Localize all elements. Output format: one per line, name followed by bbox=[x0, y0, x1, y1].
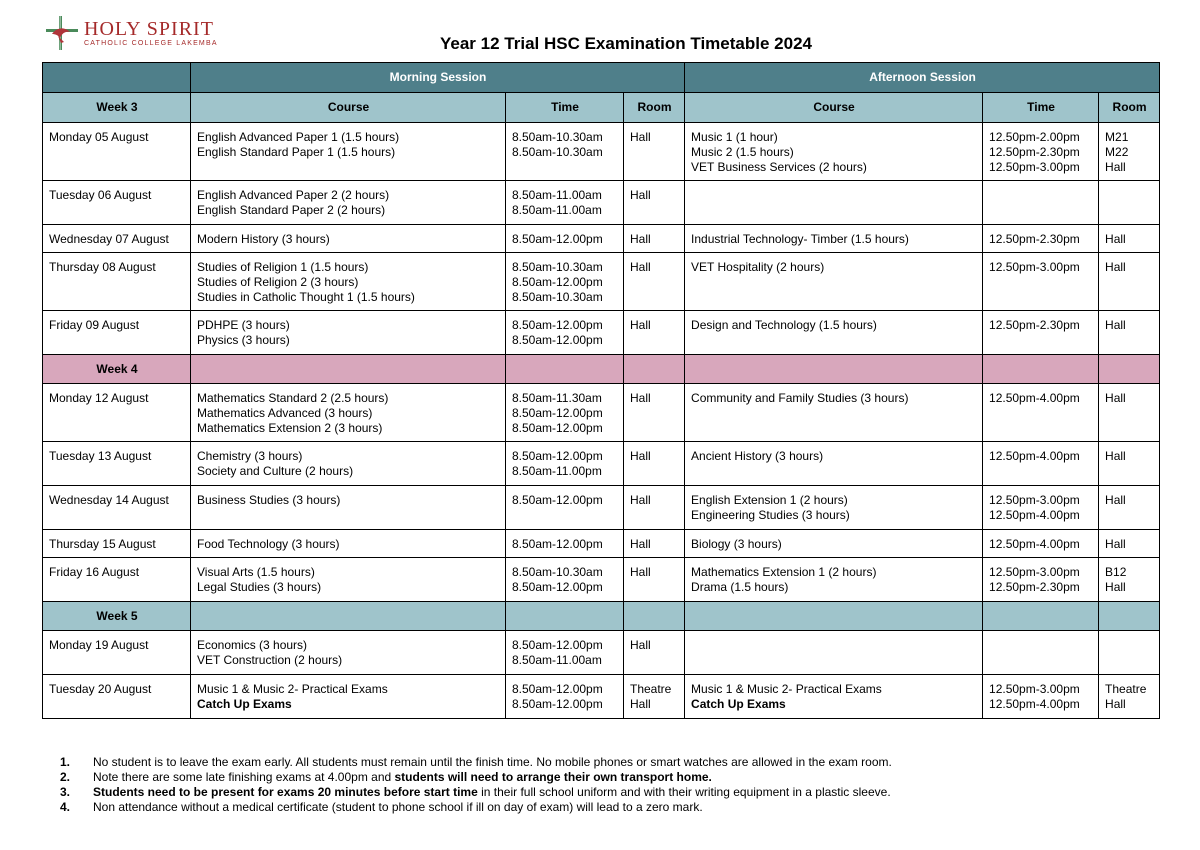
pm-time-cell-line: 12.50pm-4.00pm bbox=[989, 697, 1080, 711]
table-row bbox=[43, 558, 1160, 602]
pm-course-cell bbox=[685, 675, 983, 719]
am-room-cell-line: Hall bbox=[630, 130, 651, 144]
am-time-cell bbox=[506, 123, 624, 181]
pm-course-cell-line: Mathematics Extension 1 (2 hours) bbox=[691, 565, 877, 579]
pm-room-cell-line: B12 bbox=[1105, 565, 1127, 579]
am-course-cell bbox=[191, 558, 506, 602]
am-room-cell-line: Hall bbox=[630, 318, 651, 332]
am-course-cell bbox=[191, 311, 506, 355]
logo-name: HOLY SPIRIT bbox=[84, 18, 214, 40]
week-5-row bbox=[43, 602, 1160, 631]
note-number: 4. bbox=[60, 800, 71, 814]
am-room-cell bbox=[624, 631, 685, 675]
pm-time-cell-line: 12.50pm-2.30pm bbox=[989, 318, 1080, 332]
session-header-row bbox=[43, 63, 1160, 93]
note-item bbox=[60, 800, 892, 815]
empty-cell bbox=[506, 355, 624, 384]
am-room-cell bbox=[624, 123, 685, 181]
am-time-cell-line: 8.50am-12.00pm bbox=[512, 580, 603, 594]
pm-time-cell-line: 12.50pm-4.00pm bbox=[989, 391, 1080, 405]
am-time-cell-line: 8.50am-10.30am bbox=[512, 260, 603, 274]
table-row bbox=[43, 530, 1160, 558]
am-time-cell-line: 8.50am-10.30am bbox=[512, 565, 603, 579]
week-4-row-label: Week 4 bbox=[43, 355, 191, 384]
day-cell: Wednesday 07 August bbox=[43, 225, 191, 253]
pm-room-cell-line: Hall bbox=[1105, 160, 1126, 174]
am-course-cell bbox=[191, 181, 506, 225]
pm-room-cell bbox=[1099, 181, 1160, 225]
am-room-cell-line: Hall bbox=[630, 232, 651, 246]
pm-course-cell-line: Music 1 & Music 2- Practical Exams bbox=[691, 682, 882, 696]
am-time-cell bbox=[506, 442, 624, 486]
pm-time-cell-line: 12.50pm-3.00pm bbox=[989, 493, 1080, 507]
day-cell: Tuesday 20 August bbox=[43, 675, 191, 719]
pm-course-cell-line: Design and Technology (1.5 hours) bbox=[691, 318, 877, 332]
am-room-cell bbox=[624, 225, 685, 253]
am-time-cell bbox=[506, 311, 624, 355]
am-room-cell-line: Hall bbox=[630, 537, 651, 551]
day-cell: Monday 12 August bbox=[43, 384, 191, 442]
am-course-cell-line: Visual Arts (1.5 hours) bbox=[197, 565, 315, 579]
note-number: 3. bbox=[60, 785, 71, 799]
am-room-cell-line: Hall bbox=[630, 188, 651, 202]
am-room-cell bbox=[624, 384, 685, 442]
am-course-cell-line: Legal Studies (3 hours) bbox=[197, 580, 322, 594]
pm-course-cell bbox=[685, 442, 983, 486]
am-time-cell bbox=[506, 384, 624, 442]
table-row bbox=[43, 123, 1160, 181]
empty-cell bbox=[1099, 355, 1160, 384]
am-time-cell-line: 8.50am-11.00am bbox=[512, 188, 602, 202]
am-time-cell-line: 8.50am-12.00pm bbox=[512, 421, 603, 435]
pm-time-cell-line: 12.50pm-3.00pm bbox=[989, 565, 1080, 579]
column-header-row bbox=[43, 93, 1160, 123]
am-course-cell-line: Society and Culture (2 hours) bbox=[197, 464, 354, 478]
note-text: Note there are some late finishing exams at 4.00pm and bbox=[93, 770, 395, 784]
am-time-cell-line: 8.50am-12.00pm bbox=[512, 493, 603, 507]
am-course-cell-line: English Advanced Paper 1 (1.5 hours) bbox=[197, 130, 400, 144]
am-time-cell-line: 8.50am-11.00am bbox=[512, 203, 602, 217]
am-time-cell-line: 8.50am-12.00pm bbox=[512, 697, 603, 711]
pm-time-cell-line: 12.50pm-2.00pm bbox=[989, 130, 1080, 144]
pm-time-cell-line: 12.50pm-3.00pm bbox=[989, 682, 1080, 696]
room-header: Room bbox=[624, 93, 685, 123]
am-course-cell-line: Studies of Religion 1 (1.5 hours) bbox=[197, 260, 369, 274]
am-time-cell-line: 8.50am-11.30am bbox=[512, 391, 602, 405]
pm-room-cell-line: M21 bbox=[1105, 130, 1129, 144]
day-cell: Wednesday 14 August bbox=[43, 486, 191, 530]
am-room-cell-line: Hall bbox=[630, 565, 651, 579]
am-course-cell bbox=[191, 675, 506, 719]
pm-time-cell-line: 12.50pm-3.00pm bbox=[989, 160, 1080, 174]
am-time-cell-line: 8.50am-12.00pm bbox=[512, 537, 603, 551]
pm-time-cell bbox=[983, 675, 1099, 719]
pm-course-cell bbox=[685, 558, 983, 602]
am-course-cell-line: Studies of Religion 2 (3 hours) bbox=[197, 275, 359, 289]
pm-room-cell-line: Hall bbox=[1105, 580, 1126, 594]
table-row bbox=[43, 225, 1160, 253]
am-room-cell-line: Hall bbox=[630, 638, 651, 652]
morning-session-label: Morning Session bbox=[191, 63, 685, 93]
table-row bbox=[43, 181, 1160, 225]
am-time-cell bbox=[506, 253, 624, 311]
note-item bbox=[60, 755, 892, 770]
pm-time-cell bbox=[983, 181, 1099, 225]
day-cell: Friday 16 August bbox=[43, 558, 191, 602]
pm-course-cell-line: VET Hospitality (2 hours) bbox=[691, 260, 825, 274]
pm-room-cell bbox=[1099, 311, 1160, 355]
table-row bbox=[43, 311, 1160, 355]
day-cell: Thursday 15 August bbox=[43, 530, 191, 558]
am-time-cell-line: 8.50am-12.00pm bbox=[512, 638, 603, 652]
am-time-cell bbox=[506, 181, 624, 225]
day-cell: Monday 05 August bbox=[43, 123, 191, 181]
course-header-pm: Course bbox=[685, 93, 983, 123]
day-cell: Monday 19 August bbox=[43, 631, 191, 675]
pm-course-cell bbox=[685, 384, 983, 442]
pm-course-cell-line: Engineering Studies (3 hours) bbox=[691, 508, 850, 522]
pm-time-cell bbox=[983, 530, 1099, 558]
pm-course-cell-line: Biology (3 hours) bbox=[691, 537, 782, 551]
pm-course-cell-line: Catch Up Exams bbox=[691, 697, 786, 711]
pm-room-cell-line: Hall bbox=[1105, 232, 1126, 246]
pm-room-cell bbox=[1099, 486, 1160, 530]
note-emphasis: students will need to arrange their own transport home. bbox=[394, 770, 712, 784]
am-course-cell-line: Mathematics Advanced (3 hours) bbox=[197, 406, 373, 420]
pm-course-cell-line: Music 2 (1.5 hours) bbox=[691, 145, 794, 159]
table-row bbox=[43, 253, 1160, 311]
empty-cell bbox=[191, 355, 506, 384]
am-time-cell-line: 8.50am-10.30am bbox=[512, 130, 603, 144]
pm-course-cell bbox=[685, 253, 983, 311]
am-time-cell-line: 8.50am-10.30am bbox=[512, 290, 603, 304]
table-row bbox=[43, 384, 1160, 442]
pm-course-cell-line: Music 1 (1 hour) bbox=[691, 130, 778, 144]
am-course-cell-line: Chemistry (3 hours) bbox=[197, 449, 303, 463]
pm-room-cell bbox=[1099, 530, 1160, 558]
am-time-cell bbox=[506, 675, 624, 719]
pm-time-cell-line: 12.50pm-2.30pm bbox=[989, 145, 1080, 159]
pm-time-cell-line: 12.50pm-2.30pm bbox=[989, 580, 1080, 594]
am-course-cell-line: Studies in Catholic Thought 1 (1.5 hours) bbox=[197, 290, 415, 304]
am-room-cell-line: Theatre bbox=[630, 682, 672, 696]
empty-cell bbox=[983, 602, 1099, 631]
pm-course-cell bbox=[685, 123, 983, 181]
pm-time-cell bbox=[983, 253, 1099, 311]
am-room-cell bbox=[624, 530, 685, 558]
pm-course-cell bbox=[685, 530, 983, 558]
am-course-cell bbox=[191, 530, 506, 558]
am-time-cell bbox=[506, 558, 624, 602]
logo-subtitle: CATHOLIC COLLEGE LAKEMBA bbox=[84, 40, 218, 47]
am-time-cell bbox=[506, 225, 624, 253]
pm-time-cell bbox=[983, 225, 1099, 253]
am-time-cell-line: 8.50am-12.00pm bbox=[512, 406, 603, 420]
note-text: in their full school uniform and with their writing equipment in a plastic sleeve. bbox=[477, 785, 891, 799]
pm-course-cell-line: English Extension 1 (2 hours) bbox=[691, 493, 848, 507]
pm-room-cell bbox=[1099, 253, 1160, 311]
am-time-cell bbox=[506, 631, 624, 675]
table-row bbox=[43, 631, 1160, 675]
note-text: No student is to leave the exam early. All students must remain until the finish time. No mobile phones or smart watches are allowed in the exam room. bbox=[93, 755, 892, 769]
am-course-cell-line: Modern History (3 hours) bbox=[197, 232, 330, 246]
pm-room-cell-line: Hall bbox=[1105, 493, 1126, 507]
note-number: 1. bbox=[60, 755, 71, 769]
am-course-cell-line: English Standard Paper 1 (1.5 hours) bbox=[197, 145, 396, 159]
timetable bbox=[42, 62, 1160, 719]
empty-cell bbox=[685, 602, 983, 631]
pm-room-cell bbox=[1099, 558, 1160, 602]
pm-room-cell-line: Hall bbox=[1105, 318, 1126, 332]
am-course-cell-line: Music 1 & Music 2- Practical Exams bbox=[197, 682, 388, 696]
am-room-cell-line: Hall bbox=[630, 493, 651, 507]
pm-time-cell bbox=[983, 486, 1099, 530]
course-header: Course bbox=[191, 93, 506, 123]
pm-course-cell bbox=[685, 486, 983, 530]
am-course-cell-line: Mathematics Extension 2 (3 hours) bbox=[197, 421, 383, 435]
am-course-cell bbox=[191, 253, 506, 311]
pm-time-cell bbox=[983, 311, 1099, 355]
table-row bbox=[43, 675, 1160, 719]
am-course-cell bbox=[191, 486, 506, 530]
am-course-cell-line: PDHPE (3 hours) bbox=[197, 318, 290, 332]
am-course-cell-line: Catch Up Exams bbox=[197, 697, 292, 711]
am-time-cell-line: 8.50am-11.00pm bbox=[512, 464, 602, 478]
am-course-cell-line: Economics (3 hours) bbox=[197, 638, 308, 652]
am-time-cell bbox=[506, 486, 624, 530]
note-emphasis: Students need to be present for exams 20 minutes before start time bbox=[93, 785, 478, 799]
pm-time-cell bbox=[983, 558, 1099, 602]
am-time-cell-line: 8.50am-10.30am bbox=[512, 145, 603, 159]
day-cell: Friday 09 August bbox=[43, 311, 191, 355]
pm-room-cell bbox=[1099, 442, 1160, 486]
pm-room-cell-line: M22 bbox=[1105, 145, 1129, 159]
pm-time-cell-line: 12.50pm-2.30pm bbox=[989, 232, 1080, 246]
pm-course-cell bbox=[685, 631, 983, 675]
day-cell: Thursday 08 August bbox=[43, 253, 191, 311]
pm-room-cell-line: Hall bbox=[1105, 391, 1126, 405]
am-room-cell-line: Hall bbox=[630, 391, 651, 405]
am-room-cell-line: Hall bbox=[630, 260, 651, 274]
am-room-cell bbox=[624, 253, 685, 311]
am-course-cell-line: VET Construction (2 hours) bbox=[197, 653, 343, 667]
note-number: 2. bbox=[60, 770, 71, 784]
week-4-row bbox=[43, 355, 1160, 384]
pm-room-cell-line: Theatre bbox=[1105, 682, 1147, 696]
empty-cell bbox=[624, 355, 685, 384]
am-course-cell bbox=[191, 442, 506, 486]
am-room-cell-line: Hall bbox=[630, 697, 651, 711]
empty-cell bbox=[685, 355, 983, 384]
pm-time-cell-line: 12.50pm-3.00pm bbox=[989, 260, 1080, 274]
am-course-cell-line: Physics (3 hours) bbox=[197, 333, 290, 347]
table-row bbox=[43, 486, 1160, 530]
pm-course-cell bbox=[685, 311, 983, 355]
note-item bbox=[60, 785, 892, 800]
am-time-cell bbox=[506, 530, 624, 558]
page-title: Year 12 Trial HSC Examination Timetable 2024 bbox=[440, 34, 812, 53]
am-room-cell bbox=[624, 558, 685, 602]
pm-room-cell bbox=[1099, 384, 1160, 442]
pm-time-cell bbox=[983, 631, 1099, 675]
am-time-cell-line: 8.50am-12.00pm bbox=[512, 333, 603, 347]
pm-course-cell bbox=[685, 181, 983, 225]
am-room-cell bbox=[624, 181, 685, 225]
pm-course-cell-line: Industrial Technology- Timber (1.5 hours) bbox=[691, 232, 909, 246]
pm-room-cell bbox=[1099, 225, 1160, 253]
pm-room-cell-line: Hall bbox=[1105, 537, 1126, 551]
am-course-cell-line: English Advanced Paper 2 (2 hours) bbox=[197, 188, 390, 202]
pm-room-cell bbox=[1099, 631, 1160, 675]
pm-time-cell-line: 12.50pm-4.00pm bbox=[989, 508, 1080, 522]
am-room-cell bbox=[624, 486, 685, 530]
am-room-cell-line: Hall bbox=[630, 449, 651, 463]
afternoon-session-label: Afternoon Session bbox=[685, 63, 1160, 93]
day-cell: Tuesday 13 August bbox=[43, 442, 191, 486]
am-course-cell-line: Mathematics Standard 2 (2.5 hours) bbox=[197, 391, 389, 405]
pm-time-cell bbox=[983, 123, 1099, 181]
time-header: Time bbox=[506, 93, 624, 123]
pm-time-cell bbox=[983, 384, 1099, 442]
pm-room-cell bbox=[1099, 123, 1160, 181]
note-text: Non attendance without a medical certificate (student to phone school if ill on day of exam) will lead to a zero mark. bbox=[93, 800, 703, 814]
empty-cell bbox=[506, 602, 624, 631]
am-time-cell-line: 8.50am-12.00pm bbox=[512, 682, 603, 696]
note-item bbox=[60, 770, 892, 785]
am-course-cell-line: Business Studies (3 hours) bbox=[197, 493, 341, 507]
am-time-cell-line: 8.50am-12.00pm bbox=[512, 275, 603, 289]
am-time-cell-line: 8.50am-11.00am bbox=[512, 653, 602, 667]
am-course-cell bbox=[191, 631, 506, 675]
week-3-label: Week 3 bbox=[43, 93, 191, 123]
am-course-cell bbox=[191, 384, 506, 442]
week-5-row-label: Week 5 bbox=[43, 602, 191, 631]
am-course-cell-line: Food Technology (3 hours) bbox=[197, 537, 340, 551]
am-course-cell-line: English Standard Paper 2 (2 hours) bbox=[197, 203, 386, 217]
day-cell: Tuesday 06 August bbox=[43, 181, 191, 225]
am-time-cell-line: 8.50am-12.00pm bbox=[512, 449, 603, 463]
notes bbox=[60, 755, 892, 815]
am-room-cell bbox=[624, 442, 685, 486]
pm-course-cell-line: Ancient History (3 hours) bbox=[691, 449, 824, 463]
room-header-pm: Room bbox=[1099, 93, 1160, 123]
pm-course-cell bbox=[685, 225, 983, 253]
pm-room-cell-line: Hall bbox=[1105, 697, 1126, 711]
empty-cell bbox=[624, 602, 685, 631]
am-room-cell bbox=[624, 311, 685, 355]
pm-room-cell bbox=[1099, 675, 1160, 719]
am-time-cell-line: 8.50am-12.00pm bbox=[512, 232, 603, 246]
pm-time-cell-line: 12.50pm-4.00pm bbox=[989, 449, 1080, 463]
pm-time-cell bbox=[983, 442, 1099, 486]
time-header-pm: Time bbox=[983, 93, 1099, 123]
pm-course-cell-line: Community and Family Studies (3 hours) bbox=[691, 391, 909, 405]
am-room-cell bbox=[624, 675, 685, 719]
empty-cell bbox=[1099, 602, 1160, 631]
table-row bbox=[43, 442, 1160, 486]
pm-room-cell-line: Hall bbox=[1105, 260, 1126, 274]
am-time-cell-line: 8.50am-12.00pm bbox=[512, 318, 603, 332]
pm-course-cell-line: VET Business Services (2 hours) bbox=[691, 160, 867, 174]
pm-room-cell-line: Hall bbox=[1105, 449, 1126, 463]
pm-course-cell-line: Drama (1.5 hours) bbox=[691, 580, 789, 594]
am-course-cell bbox=[191, 123, 506, 181]
empty-cell bbox=[983, 355, 1099, 384]
pm-time-cell-line: 12.50pm-4.00pm bbox=[989, 537, 1080, 551]
empty-cell bbox=[191, 602, 506, 631]
am-course-cell bbox=[191, 225, 506, 253]
